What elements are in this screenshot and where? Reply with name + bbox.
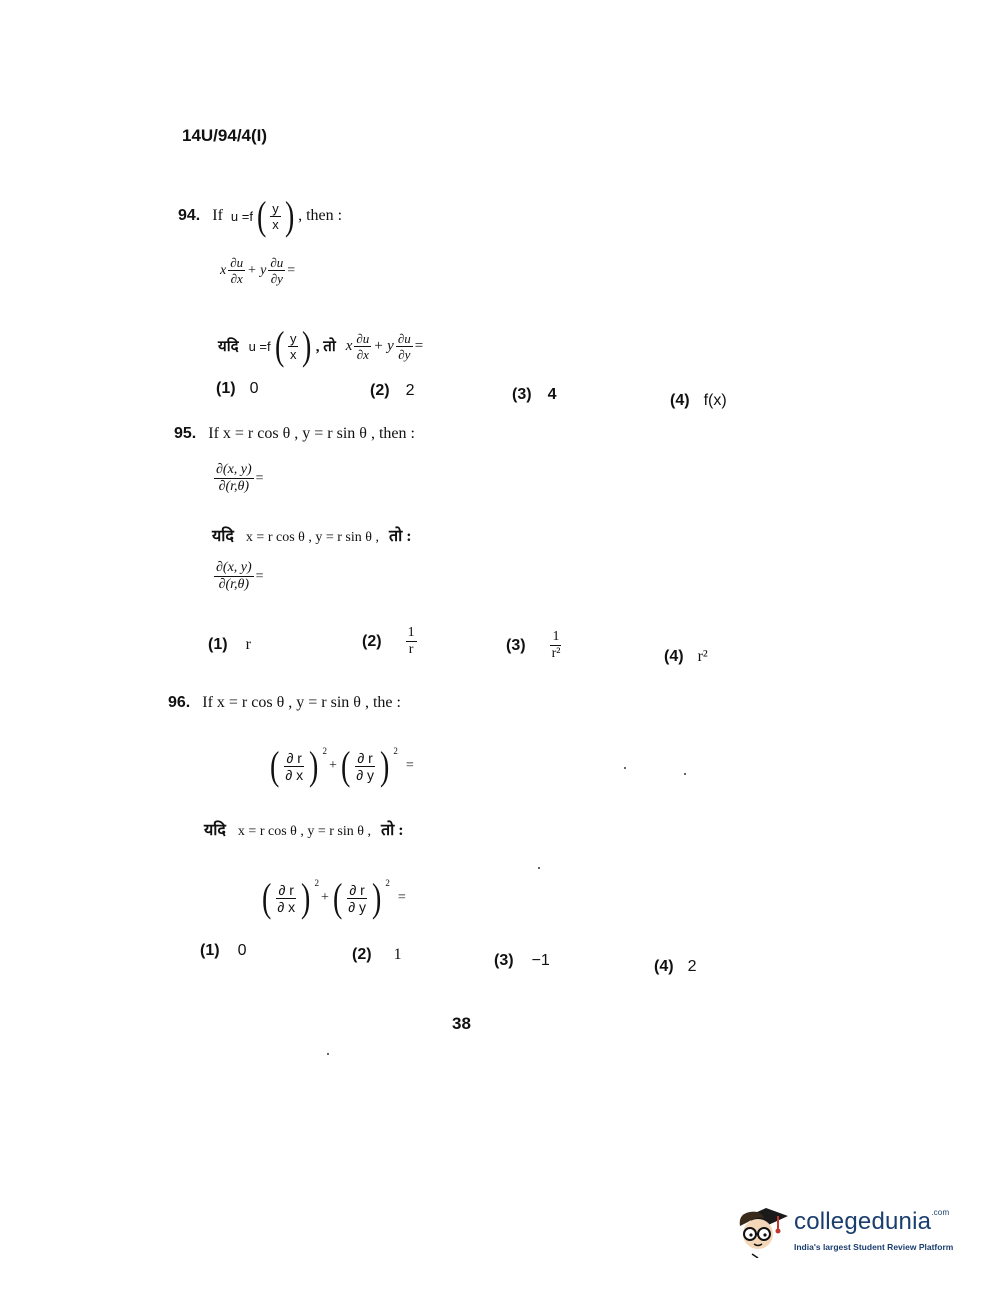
q94-option-3: (3) 4 (512, 386, 557, 403)
q96-option-4: (4) 2 (654, 958, 697, 975)
function-u: u =f (230, 208, 253, 224)
y-over-x: $\frac{y}{x}$ (272, 200, 279, 232)
question-96-expression-hindi: ( $\frac{\partial r}{\partial x}$ ) $^2$ + ( $\frac{\partial r}{\partial y}$ ) $^2$ = (261, 875, 406, 920)
question-95-jacobian-hindi: $\frac{\partial(x, y)}{\partial(r,\theta)}$ = (216, 560, 264, 592)
collegedunia-watermark (736, 1196, 966, 1266)
page-number: 38 (452, 1014, 471, 1033)
q96-option-2: (2) 1 (352, 946, 402, 963)
question-94-expression: x $\frac{\partial u}{\partial x}$ + y $\frac{\partial u}{\partial y}$ = (220, 255, 296, 286)
q95-option-2: (2) $\frac{1}{r}$ (362, 625, 415, 657)
question-96-stem: 96. If x = r cos θ , y = r sin θ , the : (168, 694, 401, 711)
mascot-logo-icon (736, 1196, 792, 1258)
q94-option-4: (4) f(x) (670, 392, 727, 409)
q94-option-2: (2) 2 (370, 382, 415, 399)
question-96-hindi: यदि x = r cos θ , y = r sin θ , तो : (204, 822, 404, 839)
question-94-hindi: यदि u =f ( $\frac{y}{x}$ ) , तो x $\frac{\partial u}{\partial x}$ + y $\frac{\partial u}{\partial y}$ = (218, 323, 424, 368)
question-96-expression: ( $\frac{\partial r}{\partial x}$ ) $^2$ + ( $\frac{\partial r}{\partial y}$ ) $^2$ = (269, 743, 414, 788)
q94-option-1: (1) 0 (216, 380, 259, 397)
q95-option-1: (1) r (208, 636, 251, 653)
scan-speck (684, 773, 686, 775)
q95-option-3: (3) $\frac{1}{\text{r²}}$ (506, 629, 561, 661)
scan-speck (624, 767, 626, 769)
brand-name: collegedunia$^{.com}$ (794, 1208, 950, 1235)
scan-speck (538, 867, 540, 869)
then-text: , then : (298, 207, 343, 224)
question-95-stem: 95. If x = r cos θ , y = r sin θ , then : (174, 425, 415, 442)
question-95-hindi: यदि x = r cos θ , y = r sin θ , तो : (212, 528, 412, 545)
brand-tagline: India's largest Student Review Platform (794, 1242, 954, 1252)
q96-option-1: (1) 0 (200, 942, 247, 959)
scan-speck (327, 1053, 329, 1055)
q95-option-4: (4) r² (664, 648, 708, 665)
question-number: 94. (178, 207, 201, 224)
question-95-jacobian: $\frac{\partial(x, y)}{\partial(r,\theta)}$ = (216, 462, 264, 494)
q96-option-3: (3) −1 (494, 952, 550, 969)
if-text: If (212, 207, 223, 224)
question-94-stem: 94. If u =f ( $\frac{y}{x}$ ) , then : (178, 193, 343, 238)
paper-code: 14U/94/4(I) (182, 126, 268, 145)
